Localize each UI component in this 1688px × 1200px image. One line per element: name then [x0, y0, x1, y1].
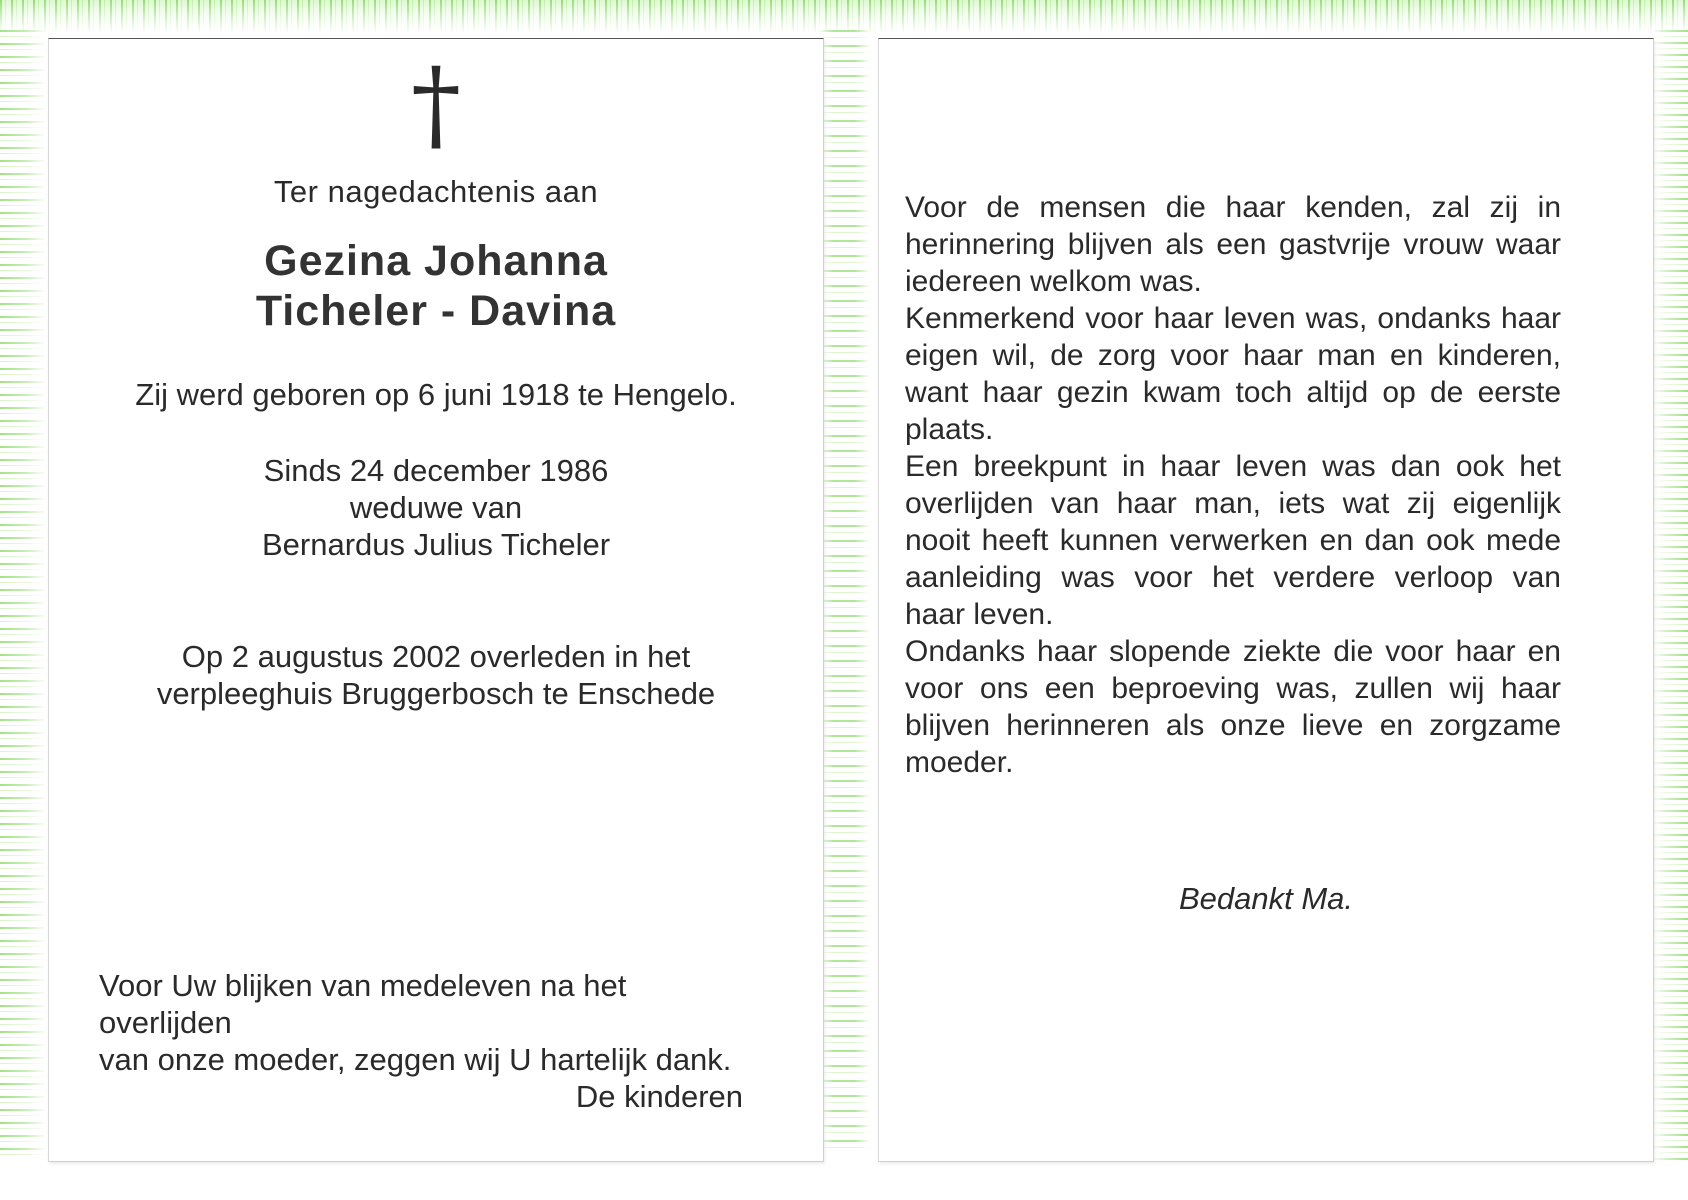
cross-icon: † — [411, 46, 461, 163]
birth-line: Zij werd geboren op 6 juni 1918 te Hengelo. — [135, 377, 737, 412]
death-date-line: Op 2 augustus 2002 overleden in het — [181, 639, 691, 674]
memorial-card-back — [878, 38, 1654, 1162]
scan-edge-top — [0, 0, 1688, 34]
signature-line: De kinderen — [575, 1079, 743, 1114]
death-block — [49, 638, 823, 712]
biography-paragraph: Voor de mensen die haar kenden, zal zij in herinnering blijven als een gastvrije vrouw waar iedereen welkom was. — [905, 191, 1561, 298]
closing-line: Bedankt Ma. — [1178, 881, 1354, 916]
widow-date: Sinds 24 december 1986 — [263, 453, 609, 488]
scan-edge-middle — [818, 30, 870, 1150]
biography-paragraph: Kenmerkend voor haar leven was, ondanks haar eigen wil, de zorg voor haar man en kinderen, want haar gezin kwam toch altijd op de eerste plaats. — [905, 302, 1561, 446]
scan-edge-left — [0, 30, 46, 1160]
scan-edge-right — [1652, 30, 1688, 1160]
memorial-heading: Ter nagedachtenis aan — [273, 174, 599, 209]
memorial-card-front — [48, 38, 824, 1162]
biography-paragraph: Een breekpunt in haar leven was dan ook het overlijden van haar man, iets wat zij eigenlijk nooit heeft kunnen verwerken en dan ook mede aanleiding was voor het verdere verloop van haar leven. — [905, 450, 1561, 631]
thanks-line1: Voor Uw blijken van medeleven na het overlijden — [99, 968, 627, 1040]
widow-block — [49, 452, 823, 563]
spouse-name: Bernardus Julius Ticheler — [261, 527, 611, 562]
death-place-line: verpleeghuis Bruggerbosch te Enschede — [156, 676, 716, 711]
deceased-name-line1: Gezina Johanna — [264, 237, 608, 285]
deceased-name-line2: Ticheler - Davina — [255, 287, 617, 335]
biography-paragraph: Ondanks haar slopende ziekte die voor haar en voor ons een beproeving was, zullen wij haar blijven herinneren als onze lieve en zorgzame moeder. — [905, 635, 1561, 779]
thanks-message — [99, 967, 749, 1078]
thanks-line2: van onze moeder, zeggen wij U hartelijk dank. — [99, 1042, 732, 1077]
widow-label: weduwe van — [349, 490, 523, 525]
biography-text — [905, 189, 1561, 781]
